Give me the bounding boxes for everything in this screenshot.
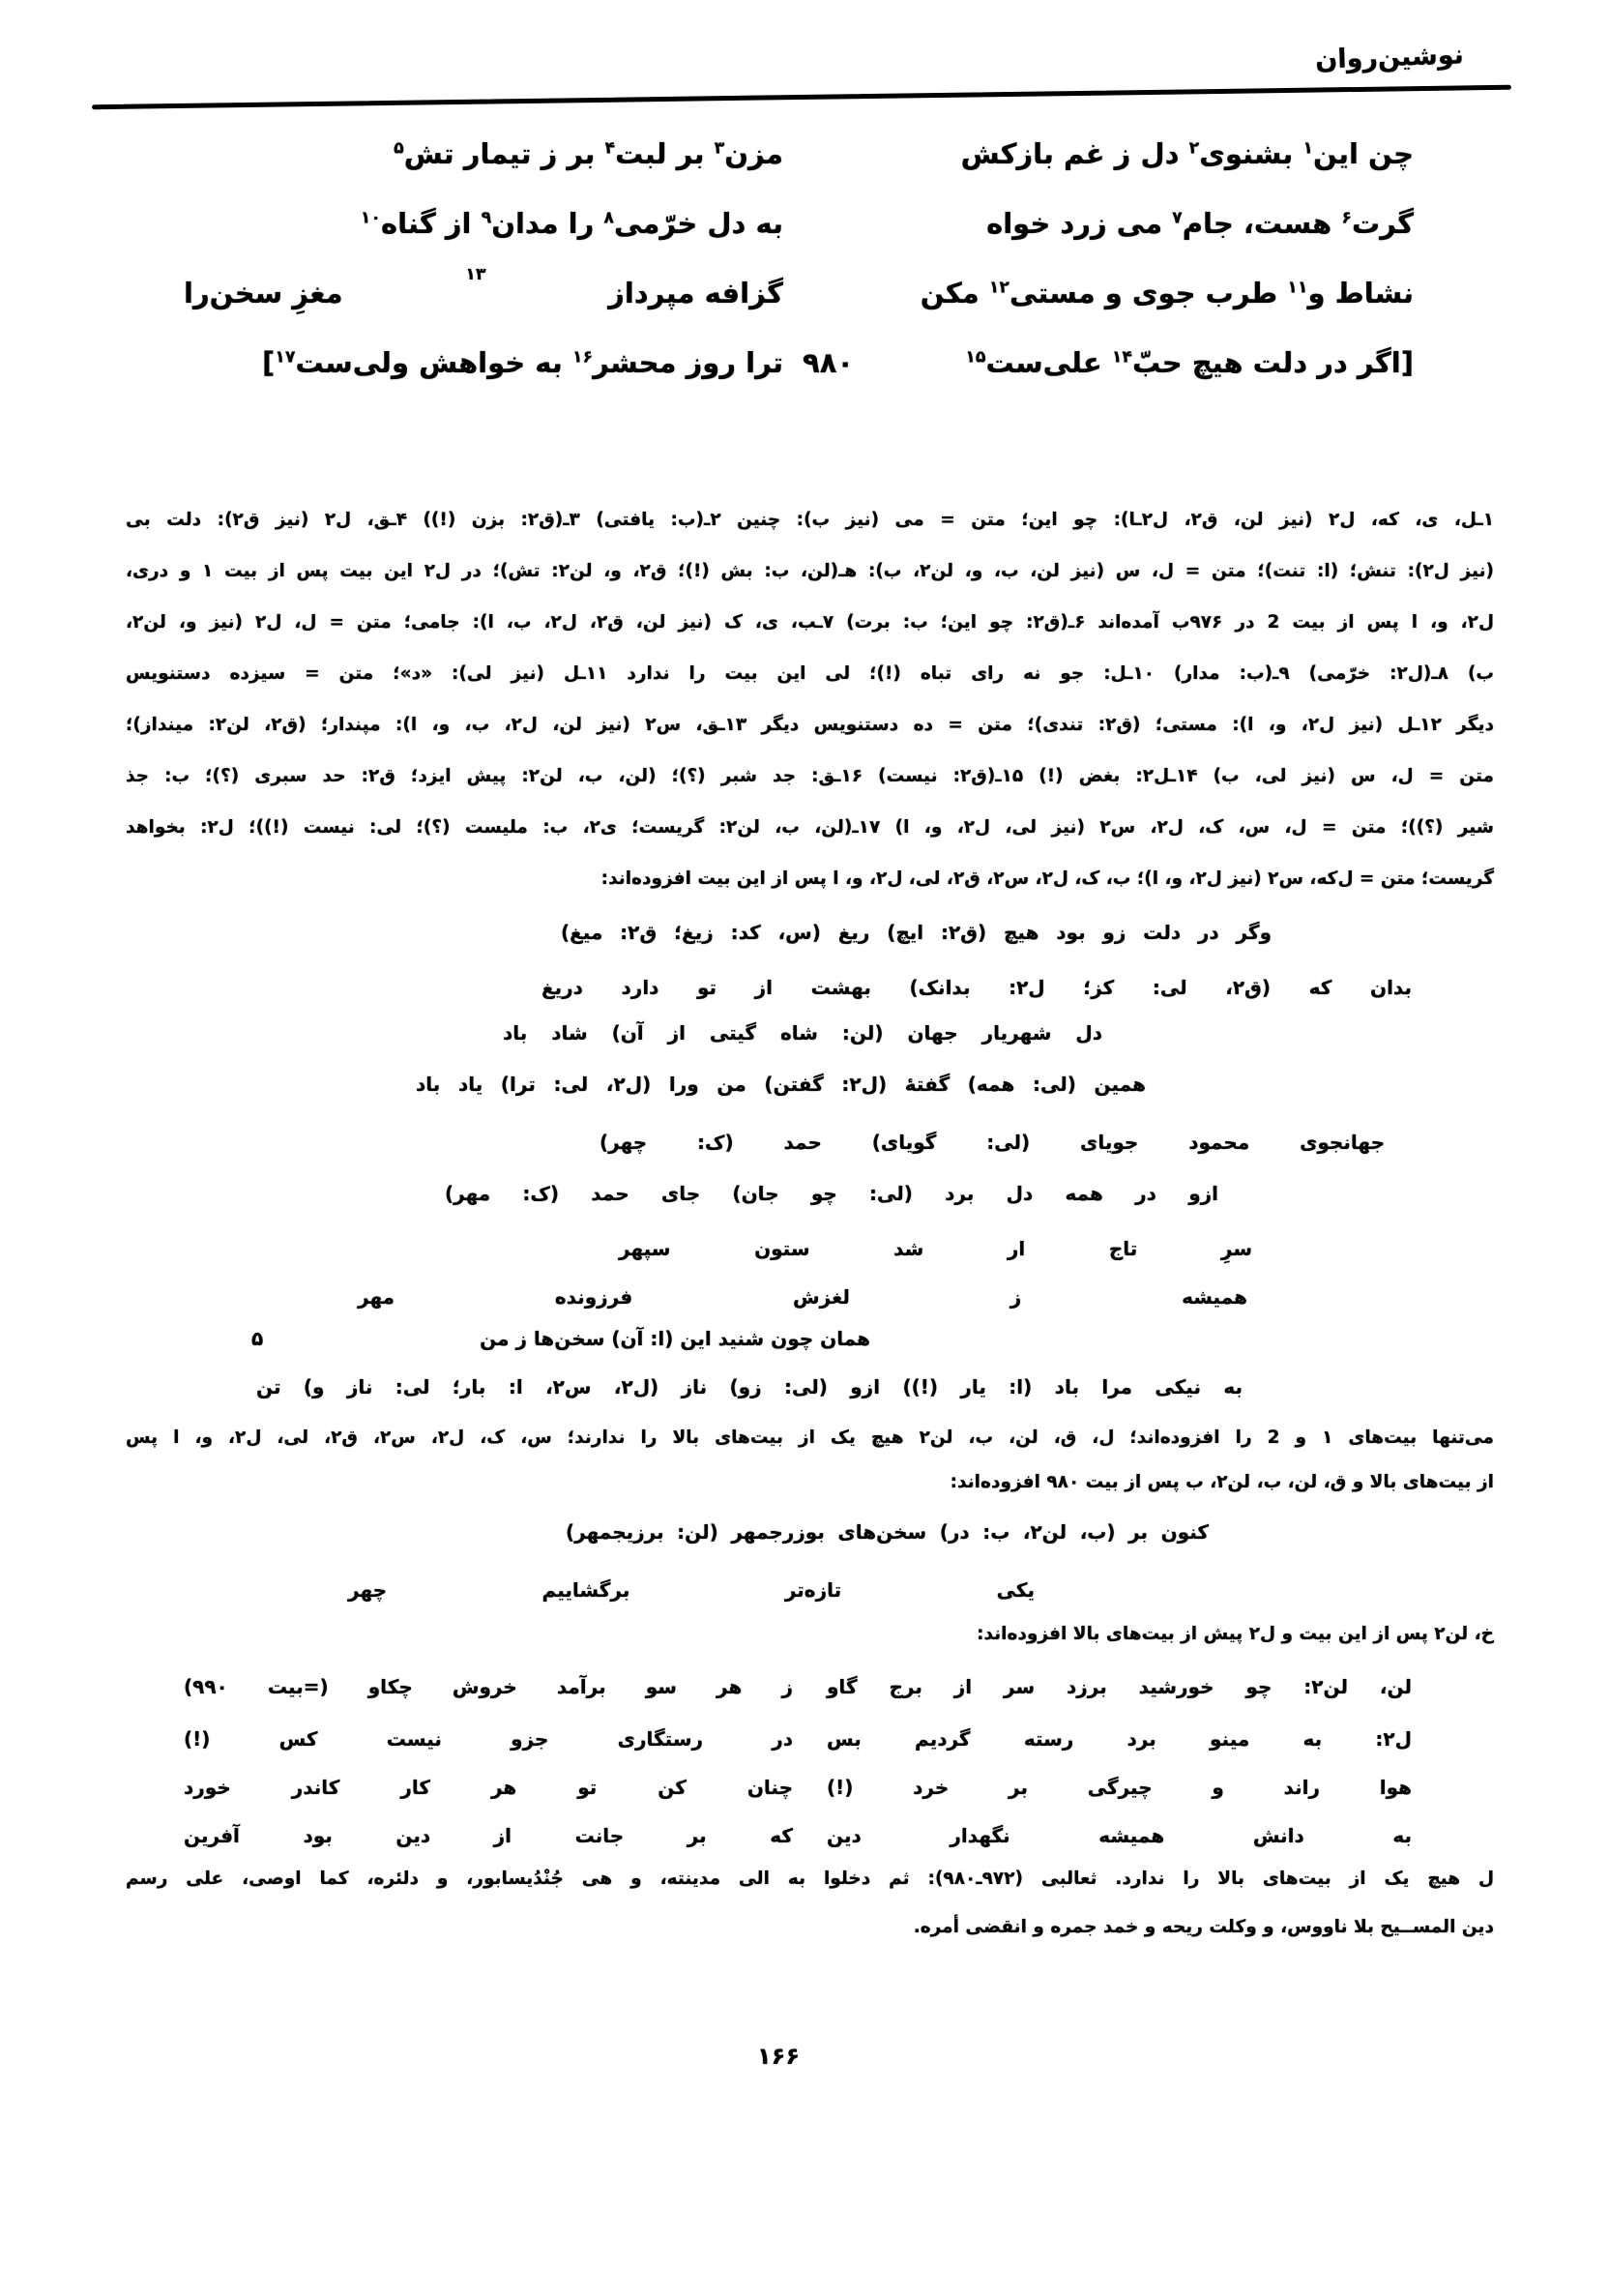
variant-verse: همان چون شنید این (ا: آن) سخن‌ها ز من: [480, 1327, 870, 1350]
apparatus-line: گریست؛ متن = ل‌که، س۲ (نیز ل۲، و، ا)؛ ب، ک، ل۲، س۲، ق۲، لی، ل۲، و، ا پس از این بیت افزوده‌اند:: [600, 868, 1494, 889]
hemistich-left: مزن$^۳$ بر لبت$^۴$ بر ز تیمار تش$^۵$: [394, 137, 783, 170]
footnote-line: ل هیچ یک از بیت‌های بالا را ندارد. ثعالبی (۹۷۲ـ۹۸۰): ثم دخلوا به الی مدینته، و هی جُنْدُیسابور، و دلئره، کما اوصی، علی رسم: [126, 1869, 1495, 1889]
hemistich-right: [اگر در دلت هیچ حبّ$^{۱۴}$ علی‌ست$^{۱۵}$: [965, 346, 1414, 379]
page-header-title: نوشین‌روان: [1314, 40, 1465, 75]
variant-verse: وگر در دلت زو بود هیچ (ق۲: ایچ) ریغ (س، کد: زیغ؛ ق۲: میغ): [561, 921, 1272, 944]
variant-verse: بدان که (ق۲، لی: کز؛ ل۲: بدانک) بهشت از تو دارد دریغ: [541, 976, 1412, 999]
verse-block-left: که بر جانت از دین بود آفرین: [184, 1824, 793, 1847]
apparatus-line: ل۲، و، ا پس از بیت 2 در ۹۷۶ب آمده‌اند ۶ـ(ق۲: چو این؛ ب: برت) ۷ـب، ی، ک (نیز لن، ق۲، ل۲، ب، ا): جامی؛ متن = ل، ل۲ (نیز و، لن۲،: [126, 612, 1495, 633]
variant-verse: به نیکی مرا باد (ا: یار (!)) ازو (لی: زو) ناز (ل۲، س۲، ا: بار؛ لی: ناز و) تن: [256, 1375, 1243, 1398]
verse-block-left: چنان کن تو هر کار کاندر خورد: [184, 1776, 793, 1799]
verse-block-right: هوا راند و چیرگی بر خرد (!): [827, 1776, 1412, 1799]
apparatus-line: شیر (؟))؛ متن = ل، س، ک، ل۲، س۲ (نیز لی، ل۲، و، ا) ۱۷ـ(لن، ب، لن۲: گریست؛ ی۲، ب: ملیست (؟)؛ لی: نیست (!))؛ ل۲: بخواهد: [126, 817, 1494, 838]
verse-number: ۹۸۰: [803, 346, 855, 379]
hemistich-left: ترا روز محشر$^{۱۶}$ به خواهش ولی‌ست$^{۱۷}$]: [262, 346, 783, 379]
apparatus-line: دیگر ۱۲ـل (نیز ل۲، و، ا): مستی؛ (ق۲: تندی)؛ متن = ده دستنویس دیگر ۱۳ـق، س۲ (نیز لن، ل۲، ب، و، ا): مپندار؛ (ق۲، لن۲: مینداز)؛: [126, 715, 1494, 735]
verse-block-left: در رستگاری جزو نیست کس (!): [184, 1727, 793, 1751]
hemistich-left: گزافه مپرداز ۱۳ مغزِ سخن‌را: [184, 265, 783, 309]
couplet-count-marker: ۵: [251, 1327, 264, 1350]
apparatus-line: ب) ۸ـ(ل۲: خرّمی) ۹ـ(ب: مدار) ۱۰ـل: جو نه رای تباه (!)؛ لی این بیت را ندارد ۱۱ـل (نیز لی): «د»؛ متن = سیزده دستنویس: [126, 663, 1494, 684]
variant-verse: همین (لی: همه) گفتهٔ (ل۲: گفتن) من ورا (ل۲، لی: ترا) یاد باد: [416, 1073, 1146, 1096]
added-couplet-line: یکی تازه‌تر برگشاییم چهر: [348, 1578, 1035, 1602]
hemistich-left: به دل خرّمی$^۸$ را مدان$^۹$ از گناه$^{۱۰}$: [360, 207, 783, 240]
header-rule: [92, 85, 1511, 109]
added-couplet-line: کنون بر (ب، لن۲، ب: در) سخن‌های بوزرجمهر (لن: برزیجمهر): [566, 1520, 1209, 1544]
variant-verse: سرِ تاج ار شد ستون سپهر: [619, 1237, 1252, 1260]
page-number: ۱۶۶: [757, 2043, 800, 2070]
verse-block-left: ز هر سو برآمد خروش چکاو (=بیت ۹۹۰): [184, 1675, 793, 1698]
apparatus-line: از بیت‌های بالا و ق، لن، ب، لن۲، ب پس از بیت ۹۸۰ افزوده‌اند:: [950, 1472, 1494, 1492]
hemistich-right: گرت$^۶$ هست، جام$^۷$ می زرد خواه: [986, 207, 1414, 240]
variant-verse: جهانجوی محمود جویای (لی: گویای) حمد (ک: چهر): [600, 1131, 1385, 1154]
variant-verse: ازو در همه دل برد (لی: چو جان) جای حمد (ک: مهر): [445, 1182, 1218, 1205]
apparatus-line: ۱ـل، ی، که، ل۲ (نیز لن، ق۲، ل۲ـا): چو این؛ متن = می (نیز ب): چنین ۲ـ(ب: یافتی) ۳ـ(ق۲: بزن (!)) ۴ـق، ل۲ (نیز ق۲): دلت بی: [126, 510, 1494, 530]
hemistich-right: چن این$^۱$ بشنوی$^۲$ دل ز غم بازکش: [960, 137, 1414, 170]
variant-verse-numbered: [251, 1326, 870, 1351]
footnote-line: دین المســیح بلا ناووس، و وکلت ریحه و خمد جمره و انقضی أمره.: [913, 1917, 1494, 1937]
verse-block-right: لن، لن۲: چو خورشید برزد سر از برج گاو: [827, 1675, 1412, 1698]
poem-row-980: [803, 344, 1414, 382]
verse-block-right: به دانش همیشه نگهدار دین: [827, 1824, 1412, 1847]
verse-block-right: ل۲: به مینو برد رسته گردیم بس: [827, 1727, 1412, 1751]
apparatus-line: متن = ل، س (نیز لی، ب) ۱۴ـل۲: بغض (!) ۱۵ـ(ق۲: نیست) ۱۶ـق: جد شبر (؟)؛ (لن، ب، لن۲: پیش ایزد؛ ق۲: حد سبری (؟)؛ ب: جذ: [126, 766, 1494, 786]
variant-verse: همیشه ز لغزش فرزونده مهر: [358, 1285, 1247, 1309]
variant-verse: دل شهریار جهان (لن: شاه گیتی از آن) شاد باد: [503, 1021, 1102, 1045]
hemistich-right: نشاط و$^{۱۱}$ طرب جوی و مستی$^{۱۲}$ مکن: [920, 277, 1414, 309]
apparatus-line: (نیز ل۲): تنش؛ (ا: تنت)؛ متن = ل، س (نیز لن، ب، و، لن۲، ب): هـ(لن، ب: بش (!)؛ ق۲، و، لن۲: تش)؛ در ل۲ این بیت پس از بیت ۱ و دری،: [126, 561, 1494, 581]
apparatus-line: می‌تنها بیت‌های ۱ و 2 را افزوده‌اند؛ ل، ق، لن، ب، لن۲ هیچ یک از بیت‌های بالا را ندارند؛ س، ک، ل۲، س۲، ق۲، لی، ل۲، و، ا پس: [126, 1428, 1495, 1448]
apparatus-note: خ، لن۲ پس از این بیت و ل۲ پیش از بیت‌های بالا افزوده‌اند:: [977, 1624, 1494, 1644]
